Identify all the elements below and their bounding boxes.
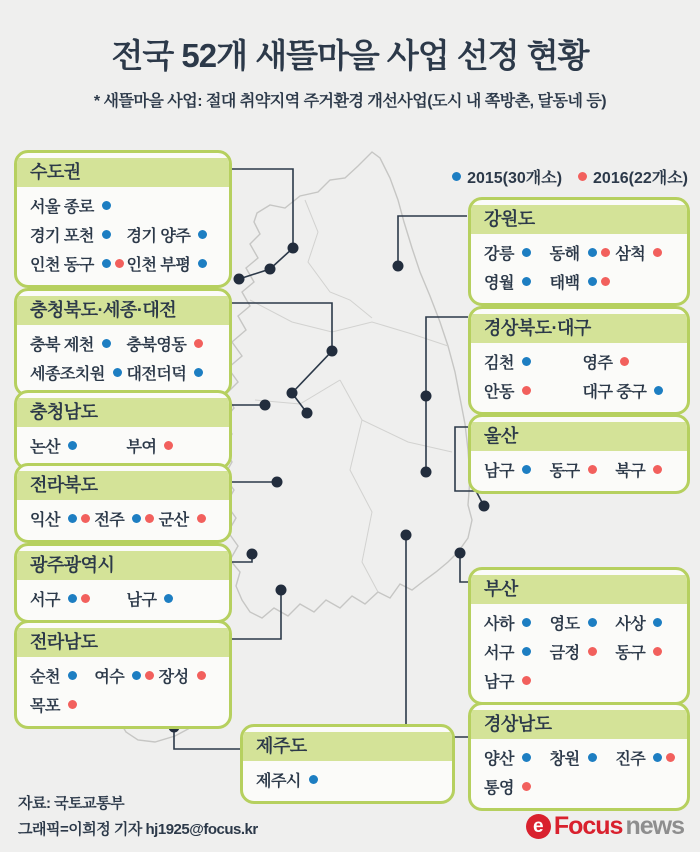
- site-item: [583, 379, 682, 402]
- site-label: 사하: [484, 616, 514, 633]
- dot-2016-icon: [653, 248, 662, 257]
- site-year-dots: [522, 248, 531, 257]
- region-row: [30, 584, 223, 613]
- site-label: 동구: [549, 463, 580, 480]
- region-row: [30, 358, 223, 387]
- site-item: [127, 434, 224, 457]
- dot-2016-icon: [197, 514, 206, 523]
- site-label: 금정: [549, 645, 580, 662]
- dot-2015-icon: [522, 248, 531, 257]
- site-year-dots: [522, 357, 531, 366]
- dot-2015-icon: [654, 386, 663, 395]
- legend-label-2016: 2016(22개소): [593, 170, 688, 187]
- region-title-sudogwon: 수도권: [17, 158, 229, 187]
- site-label: 동구: [615, 645, 646, 662]
- dot-2015-icon: [653, 618, 662, 627]
- site-label: 순천: [30, 669, 60, 686]
- dot-2015-icon: [132, 671, 141, 680]
- site-item: [30, 223, 127, 246]
- dot-2016-icon: [522, 782, 531, 791]
- region-box-sudogwon: [14, 150, 232, 288]
- site-year-dots: [522, 782, 531, 791]
- legend-label-2015: 2015(30개소): [467, 170, 563, 187]
- site-label: 여수: [94, 669, 125, 686]
- site-item: [484, 379, 583, 402]
- site-year-dots: [522, 277, 531, 286]
- title-part2: 새뜰마을 사업: [255, 37, 449, 74]
- site-year-dots: [522, 618, 531, 627]
- site-item: [615, 611, 681, 634]
- site-label: 충북 제천: [30, 337, 94, 354]
- site-label: 태백: [549, 275, 580, 292]
- dot-2015-icon: [522, 277, 531, 286]
- site-year-dots: [194, 368, 203, 377]
- site-label: 제주시: [256, 773, 301, 790]
- region-rows: [17, 187, 229, 278]
- dot-2015-icon: [102, 259, 111, 268]
- site-item: [550, 746, 616, 769]
- site-year-dots: [588, 277, 610, 286]
- region-rows: [471, 234, 687, 296]
- region-row: [484, 455, 681, 484]
- region-row: [30, 249, 223, 278]
- dot-2016-icon: [164, 441, 173, 450]
- dot-2015-icon: [198, 259, 207, 268]
- site-year-dots: [102, 230, 111, 239]
- region-box-busan: [468, 567, 690, 705]
- region-title-jeonnam: 전라남도: [17, 628, 229, 657]
- region-title-chungbuk: 충청북도·세종·대전: [17, 296, 229, 325]
- site-label: 남구: [484, 674, 514, 691]
- footer-credit: 그래픽=이희정 기자 hj1925@focus.kr: [18, 821, 258, 838]
- site-label: 대전더덕: [126, 366, 187, 383]
- site-year-dots: [102, 339, 111, 348]
- site-label: 대구 중구: [582, 384, 647, 401]
- site-label: 남구: [484, 463, 514, 480]
- site-item: [550, 640, 616, 663]
- region-title-gyeongnam: 경상남도: [471, 710, 687, 739]
- site-item: [256, 768, 351, 791]
- site-label: 진주: [615, 751, 646, 768]
- region-row: [484, 376, 681, 405]
- site-item: [615, 241, 681, 264]
- site-year-dots: [164, 594, 173, 603]
- region-box-jeju: [240, 724, 455, 804]
- region-title-busan: 부산: [471, 575, 687, 604]
- region-row: [484, 608, 681, 637]
- site-label: 서구: [30, 592, 60, 609]
- region-row: [484, 743, 681, 772]
- site-item: [94, 507, 158, 530]
- dot-2015-icon: [522, 465, 531, 474]
- site-label: 익산: [30, 512, 60, 529]
- dot-2015-icon: [68, 671, 77, 680]
- dot-2015-icon: [588, 618, 597, 627]
- site-year-dots: [653, 618, 662, 627]
- region-box-chungbuk: [14, 288, 232, 397]
- dot-2015-icon: [309, 775, 318, 784]
- legend-item-2015: [452, 165, 562, 188]
- site-label: 서구: [484, 645, 514, 662]
- subtitle: * 새뜰마을 사업: 절대 취약지역 주거환경 개선사업(도시 내 쪽방촌, 달동네 등): [93, 93, 607, 110]
- site-label: 창원: [549, 751, 580, 768]
- region-rows: [17, 580, 229, 613]
- region-box-gangwon: [468, 197, 690, 306]
- dot-2015-icon: [68, 441, 77, 450]
- site-label: 동해: [549, 246, 580, 263]
- site-item: [550, 611, 616, 634]
- site-item: [550, 241, 616, 264]
- region-box-gwangju: [14, 543, 232, 623]
- site-year-dots: [653, 465, 662, 474]
- site-year-dots: [588, 248, 610, 257]
- site-item: [127, 223, 224, 246]
- korea-mainland-outline: [224, 152, 472, 618]
- site-label: 목포: [30, 698, 60, 715]
- site-item: [615, 746, 681, 769]
- site-item: [30, 252, 127, 275]
- dot-2015-icon: [102, 339, 111, 348]
- focusnews-logo-icon: e: [526, 814, 551, 839]
- site-year-dots: [653, 248, 662, 257]
- region-row: [30, 329, 223, 358]
- site-item: [30, 693, 94, 716]
- legend-item-2016: [578, 165, 688, 188]
- region-title-jeonbuk: 전라북도: [17, 471, 229, 500]
- dot-2015-icon: [194, 368, 203, 377]
- dot-2016-icon: [588, 465, 597, 474]
- site-year-dots: [198, 259, 207, 268]
- site-label: 인천 동구: [30, 257, 94, 274]
- dot-2015-icon: [522, 753, 531, 762]
- site-label: 경기 양주: [126, 228, 191, 245]
- dot-2015-icon: [132, 514, 141, 523]
- region-row: [30, 191, 223, 220]
- site-year-dots: [68, 594, 90, 603]
- site-item: [159, 664, 223, 687]
- site-label: 인천 부평: [126, 257, 191, 274]
- region-row: [256, 765, 446, 794]
- dot-2016-icon: [522, 386, 531, 395]
- region-row: [484, 637, 681, 666]
- site-label: 영도: [549, 616, 580, 633]
- dot-2016-icon: [81, 514, 90, 523]
- region-row: [484, 347, 681, 376]
- dot-2016-icon: [145, 514, 154, 523]
- site-year-dots: [68, 700, 77, 709]
- site-item: [484, 270, 550, 293]
- site-item: [127, 587, 224, 610]
- legend-dot-2015: [452, 172, 461, 181]
- site-label: 강릉: [484, 246, 514, 263]
- region-row: [30, 504, 223, 533]
- site-item: [550, 458, 616, 481]
- site-label: 북구: [615, 463, 646, 480]
- region-row: [30, 690, 223, 719]
- site-year-dots: [132, 514, 154, 523]
- dot-2015-icon: [522, 647, 531, 656]
- site-year-dots: [522, 753, 531, 762]
- site-item: [94, 664, 158, 687]
- region-rows: [471, 451, 687, 484]
- site-year-dots: [197, 514, 206, 523]
- site-item: [30, 332, 127, 355]
- site-item: [484, 669, 550, 692]
- site-label: 장성: [158, 669, 189, 686]
- site-item: [30, 664, 94, 687]
- site-year-dots: [588, 753, 597, 762]
- region-row: [30, 661, 223, 690]
- region-box-gyeongbuk: [468, 306, 690, 415]
- region-rows: [17, 325, 229, 387]
- site-label: 영월: [484, 275, 514, 292]
- site-item: [159, 507, 223, 530]
- footer-source: 자료: 국토교통부: [18, 795, 125, 812]
- site-item: [484, 775, 550, 798]
- dot-2015-icon: [102, 201, 111, 210]
- logo-brand-text: Focus: [553, 812, 623, 840]
- region-box-gyeongnam: [468, 702, 690, 811]
- site-year-dots: [522, 647, 531, 656]
- dot-2015-icon: [198, 230, 207, 239]
- site-item: [583, 350, 682, 373]
- site-label: 군산: [158, 512, 189, 529]
- site-year-dots: [522, 676, 531, 685]
- dot-2016-icon: [653, 647, 662, 656]
- site-year-dots: [113, 368, 122, 377]
- site-year-dots: [194, 339, 203, 348]
- dot-2015-icon: [588, 753, 597, 762]
- region-row: [484, 772, 681, 801]
- site-year-dots: [654, 386, 663, 395]
- region-box-chungnam: [14, 390, 232, 470]
- site-year-dots: [68, 441, 77, 450]
- site-item: [550, 270, 616, 293]
- region-title-gyeongbuk: 경상북도·대구: [471, 314, 687, 343]
- site-label: 전주: [94, 512, 125, 529]
- site-item: [30, 587, 127, 610]
- site-label: 부여: [126, 439, 157, 456]
- region-rows: [17, 500, 229, 533]
- dot-2015-icon: [588, 248, 597, 257]
- site-item: [484, 611, 550, 634]
- region-rows: [471, 739, 687, 801]
- site-item: [127, 252, 224, 275]
- site-item: [30, 194, 127, 217]
- region-title-gwangju: 광주광역시: [17, 551, 229, 580]
- dot-2016-icon: [666, 753, 675, 762]
- region-row: [30, 220, 223, 249]
- site-year-dots: [132, 671, 154, 680]
- site-item: [30, 434, 127, 457]
- logo-suffix-text: news: [625, 812, 684, 840]
- site-year-dots: [68, 514, 90, 523]
- site-year-dots: [522, 386, 531, 395]
- site-item: [127, 332, 224, 355]
- region-rows: [243, 761, 452, 794]
- site-item: [484, 640, 550, 663]
- site-item: [30, 361, 127, 384]
- title-part1: 전국 52개: [111, 37, 256, 74]
- dot-2015-icon: [68, 514, 77, 523]
- site-label: 서울 종로: [30, 199, 94, 216]
- region-rows: [17, 427, 229, 460]
- region-row: [484, 238, 681, 267]
- dot-2015-icon: [113, 368, 122, 377]
- dot-2015-icon: [522, 357, 531, 366]
- site-year-dots: [102, 259, 124, 268]
- dot-2015-icon: [653, 753, 662, 762]
- site-item: [615, 458, 681, 481]
- site-label: 영주: [582, 355, 613, 372]
- site-year-dots: [164, 441, 173, 450]
- site-year-dots: [588, 465, 597, 474]
- region-box-jeonnam: [14, 620, 232, 729]
- dot-2016-icon: [522, 676, 531, 685]
- dot-2016-icon: [197, 671, 206, 680]
- region-title-ulsan: 울산: [471, 422, 687, 451]
- site-label: 통영: [484, 780, 514, 797]
- dot-2016-icon: [620, 357, 629, 366]
- title-part3: 선정 현황: [448, 37, 589, 74]
- region-rows: [17, 657, 229, 719]
- site-year-dots: [198, 230, 207, 239]
- dot-2015-icon: [588, 277, 597, 286]
- site-item: [484, 241, 550, 264]
- region-row: [484, 267, 681, 296]
- site-label: 경기 포천: [30, 228, 94, 245]
- region-title-chungnam: 충청남도: [17, 398, 229, 427]
- site-label: 안동: [484, 384, 514, 401]
- dot-2015-icon: [68, 594, 77, 603]
- site-label: 양산: [484, 751, 514, 768]
- dot-2015-icon: [164, 594, 173, 603]
- site-year-dots: [522, 465, 531, 474]
- region-rows: [471, 604, 687, 695]
- site-item: [615, 640, 681, 663]
- site-year-dots: [588, 618, 597, 627]
- dot-2015-icon: [522, 618, 531, 627]
- site-item: [127, 361, 224, 384]
- site-year-dots: [653, 647, 662, 656]
- region-title-jeju: 제주도: [243, 732, 452, 761]
- region-row: [484, 666, 681, 695]
- dot-2015-icon: [102, 230, 111, 239]
- legend: [452, 165, 688, 188]
- dot-2016-icon: [588, 647, 597, 656]
- site-item: [484, 458, 550, 481]
- site-item: [484, 350, 583, 373]
- site-label: 사상: [615, 616, 646, 633]
- region-rows: [471, 343, 687, 405]
- site-item: [30, 507, 94, 530]
- region-box-jeonbuk: [14, 463, 232, 543]
- region-row: [30, 431, 223, 460]
- region-title-gangwon: 강원도: [471, 205, 687, 234]
- site-label: 김천: [484, 355, 514, 372]
- site-label: 세종조치원: [30, 366, 105, 383]
- dot-2016-icon: [115, 259, 124, 268]
- site-year-dots: [588, 647, 597, 656]
- site-item: [484, 746, 550, 769]
- site-label: 충북영동: [126, 337, 187, 354]
- site-year-dots: [309, 775, 318, 784]
- site-label: 삼척: [615, 246, 646, 263]
- site-year-dots: [68, 671, 77, 680]
- site-year-dots: [102, 201, 111, 210]
- site-year-dots: [653, 753, 675, 762]
- site-label: 논산: [30, 439, 60, 456]
- region-box-ulsan: [468, 414, 690, 494]
- dot-2016-icon: [68, 700, 77, 709]
- dot-2016-icon: [194, 339, 203, 348]
- dot-2016-icon: [145, 671, 154, 680]
- legend-dot-2016: [578, 172, 587, 181]
- site-year-dots: [197, 671, 206, 680]
- focusnews-logo: [526, 812, 684, 841]
- site-label: 남구: [126, 592, 157, 609]
- site-year-dots: [620, 357, 629, 366]
- dot-2016-icon: [601, 248, 610, 257]
- dot-2016-icon: [601, 277, 610, 286]
- dot-2016-icon: [653, 465, 662, 474]
- page-title: [0, 30, 700, 77]
- dot-2016-icon: [81, 594, 90, 603]
